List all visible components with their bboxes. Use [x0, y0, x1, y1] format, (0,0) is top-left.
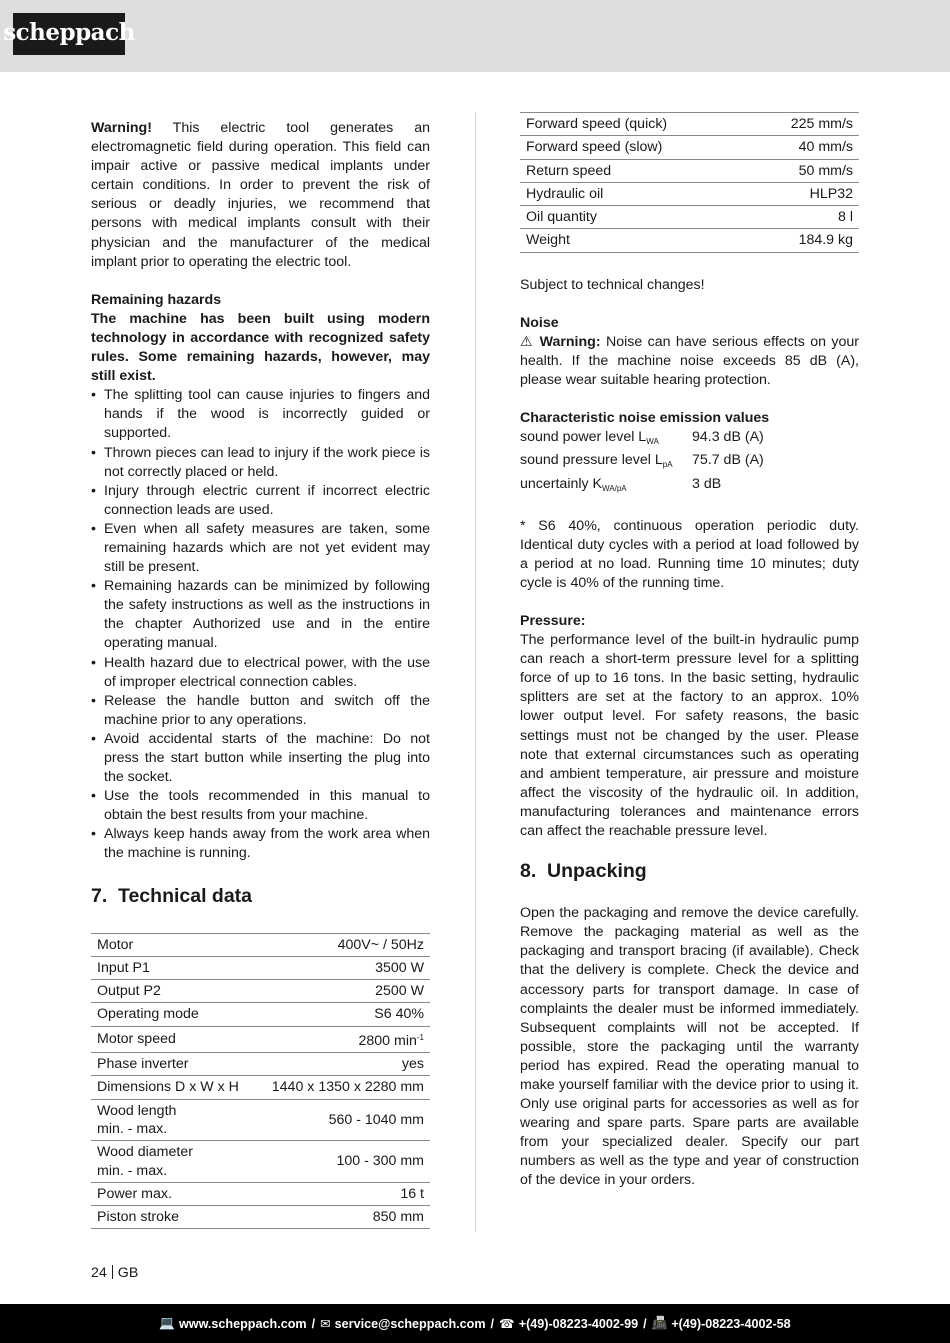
subject-note: Subject to technical changes!	[520, 276, 705, 293]
spec-value-text: HLP32	[809, 185, 853, 202]
spec-label-text: Operating mode	[97, 1006, 199, 1023]
spec-value-superscript: -1	[416, 1032, 424, 1042]
page-header	[0, 0, 950, 72]
spec-label-text: Piston stroke	[97, 1209, 180, 1226]
spec-label-text: Forward speed (slow)	[526, 139, 663, 156]
spec-value-text: 560 - 1040 mm	[328, 1111, 424, 1128]
list-item-text: The splitting tool can cause injuries to fingers and hands if the wood is incorrectly guided or supported.	[104, 387, 430, 442]
spec-value-text: 1440 x 1350 x 2280 mm	[271, 1079, 424, 1096]
list-item-text: Thrown pieces can lead to injury if the work piece is not correctly placed or held.	[104, 444, 430, 480]
noise-warning	[520, 333, 859, 390]
list-item-text: Use the tools recommended in this manual to obtain the best results from your machine.	[104, 788, 430, 824]
table-row	[520, 182, 859, 205]
spec-label-text: Input P1	[97, 959, 150, 976]
spec-label-text: Wood diameter	[97, 1144, 193, 1161]
spec-value	[255, 956, 430, 979]
table-row	[520, 113, 859, 136]
emission-value: 75.7 dB (A)	[692, 452, 764, 469]
spec-value-text: 400V~ / 50Hz	[337, 936, 424, 953]
emission-label-text: sound power level L	[520, 429, 647, 446]
spec-label-text: Weight	[526, 232, 570, 249]
section-number: 8.	[520, 860, 537, 883]
table-row	[91, 980, 430, 1003]
spec-label-text-2: min. - max.	[97, 1162, 168, 1179]
spec-label	[91, 1003, 255, 1026]
emission-row	[520, 451, 859, 474]
technical-data-table	[91, 933, 430, 1230]
list-item	[91, 482, 430, 520]
spec-value	[748, 113, 859, 136]
spec-value	[255, 933, 430, 956]
section-heading-unpacking	[520, 859, 859, 883]
spec-label-text: Dimensions D x W x H	[97, 1079, 239, 1096]
spec-label	[91, 1053, 255, 1076]
left-column	[91, 119, 430, 1229]
table-row	[91, 1141, 430, 1183]
bullet-dot: •	[91, 444, 96, 461]
list-item	[91, 692, 430, 730]
spec-value-text: 2500 W	[375, 983, 424, 1000]
spec-label-text: Output P2	[97, 983, 161, 1000]
spec-value-text: 16 t	[400, 1185, 424, 1202]
emission-label-subscript: pA	[662, 460, 673, 470]
emission-value: 94.3 dB (A)	[692, 429, 764, 446]
spec-label	[520, 206, 748, 229]
table-row	[91, 1076, 430, 1099]
page-footer	[0, 1304, 950, 1343]
table-row	[520, 229, 859, 252]
hazards-intro: The machine has been built using modern technology in accordance with recognized safety rules. Some remaining hazards, however, may still exist.	[91, 310, 430, 385]
emission-heading: Characteristic noise emission values	[520, 410, 770, 427]
section-number: 7.	[91, 884, 108, 907]
emission-row	[520, 428, 859, 451]
pressure-heading: Pressure:	[520, 613, 586, 629]
column-divider	[475, 112, 476, 1232]
spec-label	[91, 980, 255, 1003]
spec-label	[91, 1141, 255, 1183]
spec-label-text: Phase inverter	[97, 1056, 189, 1073]
page-number	[91, 1265, 138, 1281]
bullet-dot: •	[91, 692, 96, 709]
phone-icon: ☎	[499, 1317, 515, 1331]
bullet-dot: •	[91, 826, 96, 843]
spec-label	[520, 159, 748, 182]
spec-value-text: S6 40%	[374, 1006, 424, 1023]
list-item-text: Release the handle button and switch off the machine prior to any operations.	[104, 692, 430, 728]
spec-label	[91, 1206, 255, 1229]
list-item	[91, 787, 430, 825]
mail-icon: ✉	[320, 1317, 331, 1331]
spec-label	[91, 933, 255, 956]
table-row	[91, 1182, 430, 1205]
spec-value	[255, 1141, 430, 1183]
spec-label	[520, 113, 748, 136]
list-item	[91, 386, 430, 443]
section-title: Unpacking	[547, 860, 647, 883]
spec-value	[255, 1053, 430, 1076]
spec-value	[255, 1099, 430, 1141]
list-item-text: Avoid accidental starts of the machine: Do not press the start button while inserting the plug into the socket.	[104, 730, 430, 786]
spec-label	[91, 956, 255, 979]
spec-label-text: Oil quantity	[526, 209, 597, 226]
footer-email[interactable]: service@scheppach.com	[334, 1316, 486, 1331]
spec-label	[91, 1076, 255, 1099]
footer-separator: /	[490, 1316, 495, 1331]
warning-triangle-icon: ⚠	[520, 333, 535, 350]
spec-label-text: Return speed	[526, 162, 612, 179]
pressure-text: The performance level of the built-in hydraulic pump can reach a short-term pressure level for a splitting force of up to 16 tons. In the basic setting, hydraulic splitters are set at the factory to an approx. 10% lower output level. For safety reasons, the basic settings must not be changed by the user. Please note that external circumstances such as operating and ambient temperature, air pressure and moisture affect the viscosity of the hydraulic oil. In addition, manufacturing tolerances and maintenance errors can affect the reachable pressure level.	[520, 632, 859, 840]
spec-label-text: Power max.	[97, 1185, 172, 1202]
spec-value	[255, 1206, 430, 1229]
list-item-text: Remaining hazards can be minimized by following the safety instructions as well as the instructions in the chapter Authorized use and in the entire operating manual.	[104, 578, 430, 652]
spec-value-text: 100 - 300 mm	[336, 1153, 424, 1170]
list-item	[91, 825, 430, 863]
spec-value	[255, 1026, 430, 1052]
emission-value: 3 dB	[692, 475, 722, 492]
brand-logo: scheppach	[13, 13, 125, 55]
footer-website[interactable]: www.scheppach.com	[178, 1316, 307, 1331]
spec-value-text: 3500 W	[375, 959, 424, 976]
table-row	[91, 1026, 430, 1052]
footer-fax: +(49)-08223-4002-58	[671, 1316, 791, 1331]
right-column	[520, 112, 859, 1191]
hazards-list	[91, 386, 430, 863]
technical-data-table-continued	[520, 112, 859, 253]
emission-label-text: uncertainly K	[520, 475, 603, 492]
bullet-dot: •	[91, 520, 96, 537]
warning-text: This electric tool generates an electromagnetic field during operation. This field can impair active or passive medical implants under certain conditions. In order to prevent the risk of serious or deadly injuries, we recommend that persons with medical implants consult with their physician and the manufacturer of the medical implant prior to operating the electric tool.	[91, 120, 430, 270]
spec-value-text: 40 mm/s	[798, 139, 853, 156]
spec-value	[255, 1076, 430, 1099]
list-item	[91, 577, 430, 653]
table-row	[91, 1053, 430, 1076]
noise-heading: Noise	[520, 314, 559, 331]
spec-value-text: 50 mm/s	[798, 162, 853, 179]
computer-icon: 💻	[159, 1316, 175, 1330]
list-item-text: Injury through electric current if incorrect electric connection leads are used.	[104, 482, 430, 518]
spec-value	[748, 229, 859, 252]
list-item-text: Even when all safety measures are taken, some remaining hazards which are not yet evident may still be present.	[104, 520, 430, 576]
spec-label-text: Motor speed	[97, 1031, 176, 1048]
spec-value-text: 8 l	[838, 209, 853, 226]
list-item-text: Always keep hands away from the work area when the machine is running.	[104, 826, 430, 862]
list-item-text: Health hazard due to electrical power, with the use of improper electrical connection cables.	[104, 654, 430, 690]
spec-label	[91, 1182, 255, 1205]
emission-label-subscript: WA/pA	[602, 483, 627, 493]
table-row	[91, 1003, 430, 1026]
bullet-dot: •	[91, 578, 96, 595]
spec-value	[748, 136, 859, 159]
table-row	[91, 1099, 430, 1141]
noise-warning-label: Warning:	[539, 333, 601, 350]
spec-label	[520, 229, 748, 252]
emission-label-text: sound pressure level L	[520, 452, 663, 469]
list-item	[91, 520, 430, 577]
page-number-value: 24	[91, 1265, 107, 1281]
spec-value-text: 225 mm/s	[790, 116, 853, 132]
list-item	[91, 444, 430, 482]
emission-row	[520, 475, 859, 498]
section-heading-technical-data	[91, 884, 430, 908]
table-row	[91, 1206, 430, 1229]
spec-value	[748, 206, 859, 229]
spec-value	[255, 1182, 430, 1205]
spec-value	[748, 159, 859, 182]
spec-label-text: Wood length	[97, 1102, 177, 1119]
emission-label	[520, 451, 692, 474]
spec-label	[520, 136, 748, 159]
bullet-dot: •	[91, 730, 96, 747]
emission-label	[520, 475, 692, 498]
spec-value	[748, 182, 859, 205]
table-row	[520, 159, 859, 182]
spec-value	[255, 1003, 430, 1026]
footer-separator: /	[311, 1316, 316, 1331]
spec-label	[91, 1026, 255, 1052]
spec-value	[255, 980, 430, 1003]
spec-value-text: 2800 min	[358, 1032, 417, 1049]
bullet-dot: •	[91, 788, 96, 805]
spec-label-text: Forward speed (quick)	[526, 116, 668, 132]
bullet-dot: •	[91, 387, 96, 404]
spec-label	[520, 182, 748, 205]
page-language: GB	[117, 1265, 139, 1281]
footer-phone[interactable]: +(49)-08223-4002-99	[518, 1316, 639, 1331]
unpacking-text: Open the packaging and remove the device carefully. Remove the packaging material as well as the packaging and transport bracing (if available). Check that the delivery is complete. Check the device and accessory parts for transport damage. In case of complaints the dealer must be informed immediately. Subsequent complaints will not be accepted. If possible, store the packaging until the warranty period has expired. Read the operating manual to make yourself familiar with the device prior to using it. Only use original parts for accessories as well as for wearing and spare parts. Spare parts are available from your specialized dealer. Specify our part numbers as well as the type and year of construction of the device in your orders.	[520, 905, 859, 1189]
warning-label: Warning!	[91, 120, 152, 136]
table-row	[91, 956, 430, 979]
emission-label	[520, 428, 692, 451]
table-row	[91, 933, 430, 956]
spec-label-text-2: min. - max.	[97, 1120, 168, 1137]
table-row	[520, 206, 859, 229]
fax-icon: 📠	[651, 1316, 668, 1330]
hazards-heading: Remaining hazards	[91, 291, 222, 308]
emission-label-subscript: WA	[646, 437, 659, 447]
list-item	[91, 730, 430, 787]
bullet-dot: •	[91, 482, 96, 499]
bullet-dot: •	[91, 654, 96, 671]
table-row	[520, 136, 859, 159]
noise-warning-text: Noise can have serious effects on your health. If the machine noise exceeds 85 dB (A), please wear suitable hearing protection.	[520, 333, 859, 389]
s6-note: * S6 40%, continuous operation periodic duty. Identical duty cycles with a period at load followed by a period at no load. Running time 10 minutes; duty cycle is 40% of the running time.	[520, 517, 859, 591]
page-number-divider	[112, 1265, 113, 1279]
spec-label-text: Hydraulic oil	[526, 185, 604, 202]
spec-value-text: 184.9 kg	[798, 232, 853, 249]
spec-label	[91, 1099, 255, 1141]
footer-separator: /	[643, 1316, 647, 1331]
spec-value-text: 850 mm	[372, 1209, 424, 1226]
list-item	[91, 654, 430, 692]
section-title: Technical data	[118, 884, 253, 907]
spec-value-text: yes	[401, 1056, 424, 1073]
spec-label-text: Motor	[97, 936, 134, 953]
emf-warning	[91, 119, 430, 272]
emission-values	[520, 428, 859, 497]
